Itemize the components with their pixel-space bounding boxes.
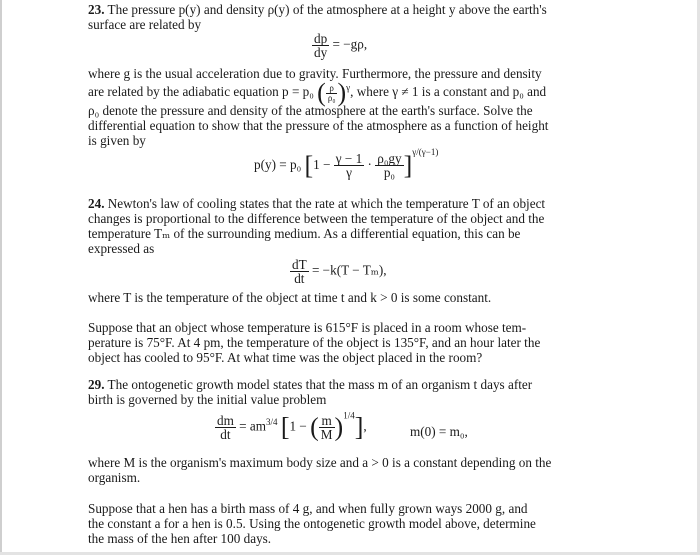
problem-24-intro: 24. Newton's law of cooling states that the rate at which the temperature T of an object changes is proportional to the difference between the temperature of the object and the temperature Tₘ of the surrounding medium. As a differential equation, this can be expressed as <box>88 196 546 256</box>
equation-newton-cooling: $\frac{dT}{dt}$ = −k(T − Tₘ), <box>292 257 387 286</box>
equation-ontogenetic: $\frac{dm}{dt}$ = $am^{3/4}$ [1 − ( $\frac{m}{M}$ )$^{1/4}$], <box>217 410 367 442</box>
problem-23-intro: 23. The pressure p(y) and density ρ(y) of the atmosphere at a height y above the earth's surface are related by <box>88 2 547 32</box>
problem-29-where: where M is the organism's maximum body size and a > 0 is a constant depending on the organism. <box>88 455 552 485</box>
problem-29-number: 29. <box>88 377 105 392</box>
initial-condition: m(0) = m₀, <box>410 424 468 439</box>
problem-24-question: Suppose that an object whose temperature is 615°F is placed in a room whose tem- perature is 75°F. At 4 pm, the temperature of the object is 135°F, and an hour later the object has cooled to 95°F. At what time was the object placed in the room? <box>88 320 541 365</box>
screenshot-border-left <box>0 0 2 555</box>
equation-pressure-height: p(y) = p₀ [1 − $\frac{\gamma - 1}{\gamma}$ · $\frac{\text{ρ₀gy}}{\text{p₀}}$ ]$^{\gamma/(\gamma-1)}$ <box>254 147 439 181</box>
equation-dp-dy: $\frac{dp}{dy}$ = −gρ, <box>314 31 368 60</box>
problem-23-number: 23. <box>88 2 105 17</box>
problem-24-number: 24. <box>88 196 105 211</box>
problem-24-where: where T is the temperature of the object at time t and k > 0 is some constant. <box>88 290 492 305</box>
problem-29-intro: 29. The ontogenetic growth model states that the mass m of an organism t days after birth is governed by the initial value problem <box>88 377 533 407</box>
rho-ratio-fraction: $\frac{\rho}{\text{ρ₀}}$ <box>327 82 336 103</box>
problem-23-body: where g is the usual acceleration due to gravity. Furthermore, the pressure and density are related by the adiabatic equation p = p₀ ( $\frac{\rho}{\text{ρ₀}}$ )$^\gamma$, where γ ≠ 1 is a constant and p₀ and ρ₀ denote the pressure and density of the atmosphere at the earth's surface. Solve the differential equation to show that the pressure of the atmosphere as a function of height is given by <box>88 66 549 148</box>
problem-29-question: Suppose that a hen has a birth mass of 4 g, and when fully grown ways 2000 g, and the constant a for a hen is 0.5. Using the ontogenetic growth model above, determine the mass of the hen after 100 days. <box>88 501 536 546</box>
